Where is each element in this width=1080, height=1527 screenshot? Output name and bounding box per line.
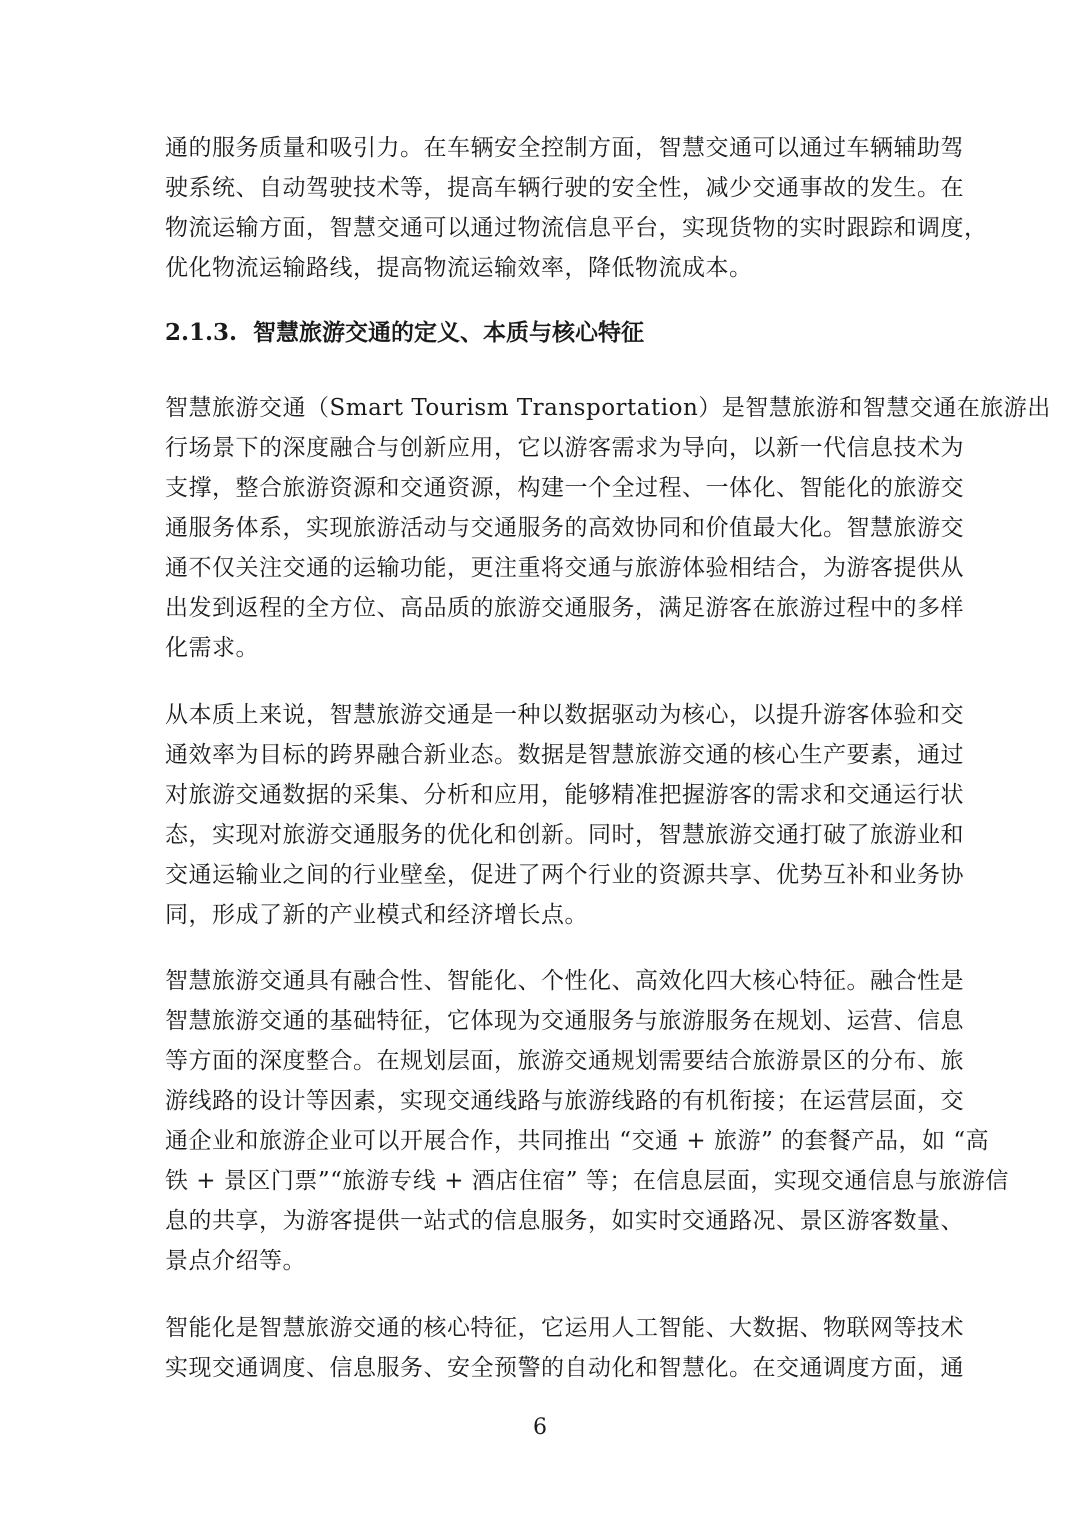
- text-line: 实现交通调度、信息服务、安全预警的自动化和智慧化。在交通调度方面，通: [165, 1355, 964, 1381]
- text-line: 对旅游交通数据的采集、分析和应用，能够精准把握游客的需求和交通运行状: [165, 782, 964, 808]
- text-line: 通不仅关注交通的运输功能，更注重将交通与旅游体验相结合，为游客提供从: [165, 555, 964, 581]
- text-line: 驶系统、自动驾驶技术等，提高车辆行驶的安全性，减少交通事故的发生。在: [165, 175, 964, 201]
- text-line: 通的服务质量和吸引力。在车辆安全控制方面，智慧交通可以通过车辆辅助驾: [165, 135, 964, 161]
- section-heading: [165, 318, 644, 348]
- text-line: 态，实现对旅游交通服务的优化和创新。同时，智慧旅游交通打破了旅游业和: [165, 822, 964, 848]
- text-line: 行场景下的深度融合与创新应用，它以游客需求为导向，以新一代信息技术为: [165, 435, 964, 461]
- text-line: 智慧旅游交通具有融合性、智能化、个性化、高效化四大核心特征。融合性是: [165, 968, 964, 994]
- text-line: 支撑，整合旅游资源和交通资源，构建一个全过程、一体化、智能化的旅游交: [165, 475, 964, 501]
- page-number: 6: [533, 1415, 547, 1440]
- text-line: 交通运输业之间的行业壁垒，促进了两个行业的资源共享、优势互补和业务协: [165, 862, 964, 888]
- text-line: 通企业和旅游企业可以开展合作，共同推出 “交通 + 旅游” 的套餐产品，如 “高: [165, 1128, 990, 1154]
- text-line: 等方面的深度整合。在规划层面，旅游交通规划需要结合旅游景区的分布、旅: [165, 1048, 964, 1074]
- section-title: 智慧旅游交通的定义、本质与核心特征: [253, 319, 645, 346]
- text-line: 优化物流运输路线，提高物流运输效率，降低物流成本。: [165, 255, 753, 281]
- text-line: 智能化是智慧旅游交通的核心特征，它运用人工智能、大数据、物联网等技术: [165, 1315, 964, 1341]
- text-line: 从本质上来说，智慧旅游交通是一种以数据驱动为核心，以提升游客体验和交: [165, 702, 964, 728]
- text-line: 通效率为目标的跨界融合新业态。数据是智慧旅游交通的核心生产要素，通过: [165, 742, 964, 768]
- text-line: 通服务体系，实现旅游活动与交通服务的高效协同和价值最大化。智慧旅游交: [165, 515, 964, 541]
- text-line: 铁 + 景区门票”“旅游专线 + 酒店住宿” 等；在信息层面，实现交通信息与旅游信: [165, 1168, 1009, 1194]
- text-line: 息的共享，为游客提供一站式的信息服务，如实时交通路况、景区游客数量、: [165, 1208, 964, 1234]
- section-number: 2.1.3.: [165, 319, 238, 346]
- text-line: 智慧旅游交通的基础特征，它体现为交通服务与旅游服务在规划、运营、信息: [165, 1008, 964, 1034]
- text-line: 游线路的设计等因素，实现交通线路与旅游线路的有机衔接；在运营层面，交: [165, 1088, 964, 1114]
- text-line: 化需求。: [165, 635, 259, 661]
- text-line: 物流运输方面，智慧交通可以通过物流信息平台，实现货物的实时跟踪和调度，: [165, 215, 988, 241]
- text-line: 智慧旅游交通（Smart Tourism Transportation）是智慧旅游和智慧交通在旅游出: [165, 395, 1051, 421]
- text-line: 同，形成了新的产业模式和经济增长点。: [165, 902, 588, 928]
- text-line: 出发到返程的全方位、高品质的旅游交通服务，满足游客在旅游过程中的多样: [165, 595, 964, 621]
- text-line: 景点介绍等。: [165, 1248, 306, 1274]
